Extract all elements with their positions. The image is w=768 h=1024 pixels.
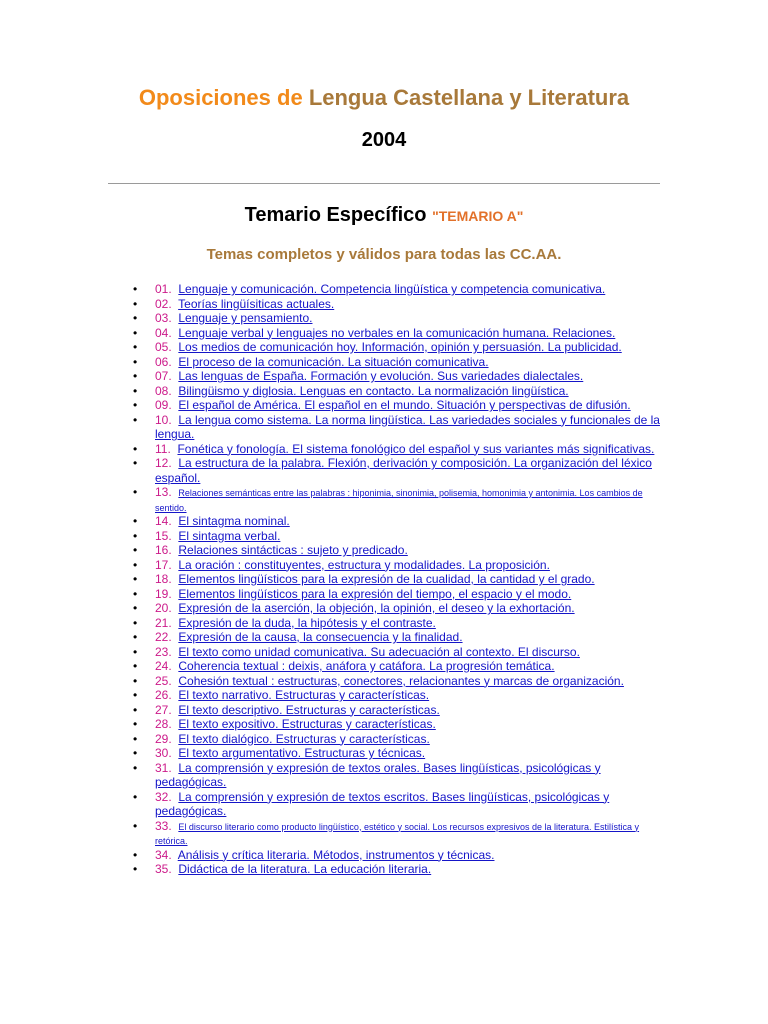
topic-link[interactable]: La oración : constituyentes, estructura y modalidades. La proposición.	[178, 557, 550, 572]
bullet-icon: •	[133, 847, 138, 862]
bullet-icon: •	[133, 311, 138, 325]
topic-number: 09.	[155, 398, 172, 412]
bullet-icon: •	[133, 572, 138, 586]
topic-link[interactable]: Cohesión textual : estructuras, conectores, relacionantes y marcas de organización.	[178, 673, 624, 688]
bullet-icon: •	[133, 543, 138, 557]
topic-number: 04.	[155, 325, 172, 340]
topic-number: 11.	[155, 441, 171, 456]
topic-item	[133, 514, 663, 529]
topic-item	[133, 297, 663, 312]
topics-list	[133, 282, 663, 877]
topic-number: 21.	[155, 615, 172, 630]
bullet-icon: •	[133, 601, 138, 615]
topic-link[interactable]: Expresión de la aserción, la objeción, la opinión, el deseo y la exhortación.	[178, 601, 575, 615]
topic-item	[133, 717, 663, 732]
topic-link[interactable]: La comprensión y expresión de textos escritos. Bases lingüísticas, psicológicas y pedagógicas.	[155, 789, 610, 818]
topic-number: 27.	[155, 702, 172, 717]
topic-link[interactable]: Teorías lingüísiticas actuales.	[178, 296, 335, 311]
bullet-icon: •	[133, 398, 138, 412]
topic-link[interactable]: La comprensión y expresión de textos orales. Bases lingüísticas, psicológicas y pedagógicas.	[155, 760, 601, 789]
topic-item	[133, 485, 663, 514]
bullet-icon: •	[133, 746, 138, 760]
bullet-icon: •	[133, 485, 138, 499]
bullet-icon: •	[133, 528, 138, 543]
topic-link[interactable]: Los medios de comunicación hoy. Información, opinión y persuasión. La publicidad.	[178, 340, 622, 354]
topic-number: 20.	[155, 601, 172, 615]
topic-number: 12.	[155, 456, 172, 470]
temario-tag: "TEMARIO A"	[432, 208, 524, 224]
section-heading-text: Temario Específico	[244, 204, 427, 226]
topic-number: 19.	[155, 586, 172, 601]
topic-link[interactable]: La lengua como sistema. La norma lingüística. Las variedades sociales y funcionales de la lengua.	[155, 412, 660, 441]
topic-number: 29.	[155, 731, 172, 746]
topic-link[interactable]: La estructura de la palabra. Flexión, derivación y composición. La organización del léxico español.	[155, 456, 652, 485]
topic-number: 23.	[155, 644, 172, 659]
bullet-icon: •	[133, 383, 138, 398]
topic-number: 03.	[155, 311, 172, 325]
topic-link[interactable]: Expresión de la duda, la hipótesis y el contraste.	[178, 615, 436, 630]
topic-number: 28.	[155, 717, 172, 731]
topic-link[interactable]: Elementos lingüísticos para la expresión de la cualidad, la cantidad y el grado.	[178, 572, 595, 586]
bullet-icon: •	[133, 862, 138, 876]
topic-item	[133, 442, 663, 457]
topic-number: 13.	[155, 485, 172, 499]
topic-link[interactable]: El texto dialógico. Estructuras y características.	[178, 731, 430, 746]
bullet-icon: •	[133, 702, 138, 717]
topic-number: 24.	[155, 659, 172, 673]
bullet-icon: •	[133, 630, 138, 644]
topic-item	[133, 355, 663, 370]
topic-number: 08.	[155, 383, 172, 398]
topic-number: 07.	[155, 369, 172, 383]
bullet-icon: •	[133, 514, 138, 528]
bullet-icon: •	[133, 557, 138, 572]
topic-item	[133, 398, 663, 413]
topic-item	[133, 790, 663, 819]
topic-number: 17.	[155, 557, 172, 572]
topic-item	[133, 456, 663, 485]
topic-item	[133, 587, 663, 602]
topic-link[interactable]: El texto narrativo. Estructuras y características.	[178, 688, 430, 702]
topic-link[interactable]: Expresión de la causa, la consecuencia y la finalidad.	[178, 630, 463, 644]
topic-item	[133, 543, 663, 558]
topic-link[interactable]: El sintagma nominal.	[178, 514, 290, 528]
topic-number: 25.	[155, 673, 172, 688]
topic-item	[133, 703, 663, 718]
topic-link[interactable]: Coherencia textual : deixis, anáfora y catáfora. La progresión temática.	[178, 659, 555, 673]
topic-number: 22.	[155, 630, 172, 644]
topic-link[interactable]: Bilingüismo y diglosia. Lenguas en contacto. La normalización lingüística.	[178, 383, 569, 398]
topic-item	[133, 558, 663, 573]
bullet-icon: •	[133, 412, 138, 427]
section-heading	[0, 202, 768, 229]
topic-item	[133, 645, 663, 660]
topic-number: 06.	[155, 354, 172, 369]
topic-item	[133, 761, 663, 790]
bullet-icon: •	[133, 731, 138, 746]
topic-link[interactable]: Relaciones semánticas entre las palabras : hiponimia, sinonimia, polisemia, homonimia y antonimia. Los cambios de sentido.	[155, 488, 643, 513]
topic-number: 10.	[155, 412, 172, 427]
topic-number: 34.	[155, 847, 172, 862]
topic-number: 05.	[155, 340, 172, 354]
topic-number: 02.	[155, 296, 172, 311]
topic-number: 18.	[155, 572, 172, 586]
topic-link[interactable]: Lenguaje y pensamiento.	[178, 311, 313, 325]
topic-number: 32.	[155, 789, 172, 804]
bullet-icon: •	[133, 760, 138, 775]
topic-item	[133, 674, 663, 689]
topic-item	[133, 659, 663, 674]
topic-number: 26.	[155, 688, 172, 702]
topic-number: 15.	[155, 528, 172, 543]
bullet-icon: •	[133, 456, 138, 470]
topic-link[interactable]: Análisis y crítica literaria. Métodos, instrumentos y técnicas.	[177, 847, 495, 862]
topic-item	[133, 819, 663, 848]
topic-number: 33.	[155, 818, 172, 833]
topic-number: 01.	[155, 282, 172, 296]
topic-link[interactable]: El texto como unidad comunicativa. Su adecuación al contexto. El discurso.	[178, 644, 580, 659]
bullet-icon: •	[133, 688, 138, 702]
bullet-icon: •	[133, 818, 138, 833]
topic-number: 16.	[155, 543, 172, 557]
bullet-icon: •	[133, 369, 138, 383]
topic-number: 14.	[155, 514, 172, 528]
topic-link[interactable]: El texto argumentativo. Estructuras y técnicas.	[178, 746, 426, 760]
topic-item	[133, 340, 663, 355]
bullet-icon: •	[133, 340, 138, 354]
bullet-icon: •	[133, 354, 138, 369]
topic-link[interactable]: Elementos lingüísticos para la expresión del tiempo, el espacio y el modo.	[178, 586, 572, 601]
topic-item	[133, 688, 663, 703]
topic-item	[133, 384, 663, 399]
topic-item	[133, 413, 663, 442]
bullet-icon: •	[133, 673, 138, 688]
topic-link[interactable]: El español de América. El español en el mundo. Situación y perspectivas de difusión.	[178, 398, 631, 412]
section-subtitle: Temas completos y válidos para todas las CC.AA.	[206, 246, 562, 263]
topic-link[interactable]: El proceso de la comunicación. La situación comunicativa.	[178, 354, 489, 369]
topic-item	[133, 572, 663, 587]
topic-link[interactable]: Lenguaje verbal y lenguajes no verbales en la comunicación humana. Relaciones.	[178, 325, 616, 340]
topic-link[interactable]: Lenguaje y comunicación. Competencia lingüística y competencia comunicativa.	[178, 282, 606, 296]
topic-link[interactable]: Las lenguas de España. Formación y evolución. Sus variedades dialectales.	[178, 369, 584, 383]
topic-item	[133, 630, 663, 645]
bullet-icon: •	[133, 296, 138, 311]
topic-item	[133, 529, 663, 544]
topic-item	[133, 746, 663, 761]
topic-item	[133, 282, 663, 297]
topic-item	[133, 848, 663, 863]
bullet-icon: •	[133, 586, 138, 601]
title-part-1: Oposiciones de	[138, 85, 303, 110]
topic-item	[133, 732, 663, 747]
topic-link[interactable]: El sintagma verbal.	[178, 528, 281, 543]
bullet-icon: •	[133, 441, 138, 456]
topic-link[interactable]: Relaciones sintácticas : sujeto y predicado.	[178, 543, 408, 557]
bullet-icon: •	[133, 717, 138, 731]
topic-link[interactable]: Didáctica de la literatura. La educación literaria.	[178, 862, 432, 876]
topic-item	[133, 862, 663, 877]
bullet-icon: •	[133, 644, 138, 659]
page-title	[0, 84, 768, 112]
bullet-icon: •	[133, 615, 138, 630]
topic-link[interactable]: Fonética y fonología. El sistema fonológico del español y sus variantes más significativas.	[177, 441, 655, 456]
bullet-icon: •	[133, 659, 138, 673]
topic-number: 35.	[155, 862, 172, 876]
topic-number: 30.	[155, 746, 172, 760]
topic-link[interactable]: El texto descriptivo. Estructuras y características.	[178, 702, 440, 717]
topic-item	[133, 326, 663, 341]
bullet-icon: •	[133, 789, 138, 804]
year-heading: 2004	[361, 129, 407, 151]
topic-number: 31.	[155, 760, 172, 775]
topic-link[interactable]: El discurso literario como producto lingüístico, estético y social. Los recursos expresivos de la literatura. Estilística y retórica.	[155, 821, 640, 846]
horizontal-divider	[108, 183, 660, 184]
bullet-icon: •	[133, 282, 138, 296]
topic-item	[133, 311, 663, 326]
bullet-icon: •	[133, 325, 138, 340]
topic-item	[133, 369, 663, 384]
topic-item	[133, 616, 663, 631]
title-part-2: Lengua Castellana y Literatura	[308, 85, 630, 110]
topic-link[interactable]: El texto expositivo. Estructuras y características.	[178, 717, 436, 731]
topic-item	[133, 601, 663, 616]
